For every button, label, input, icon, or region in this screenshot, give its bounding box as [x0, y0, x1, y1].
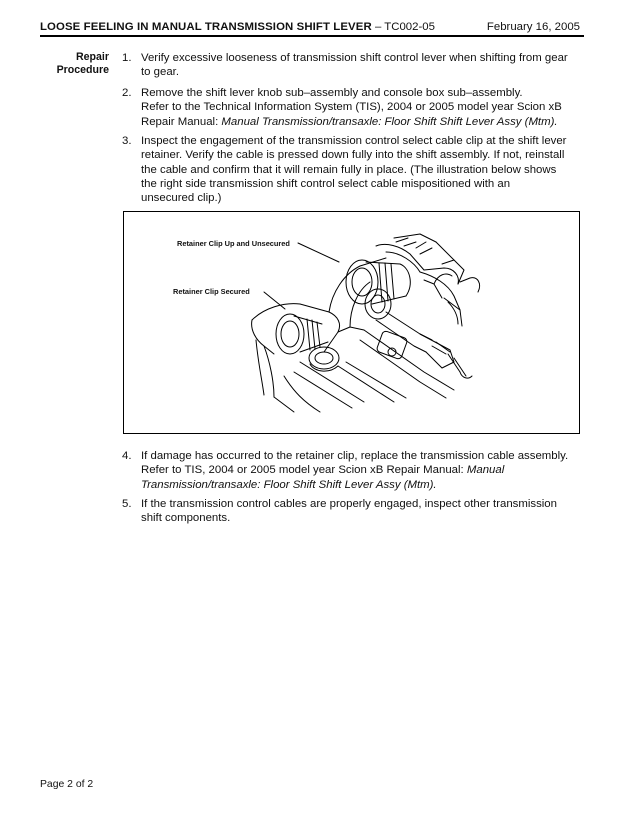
- step-4: [122, 449, 592, 492]
- section-label-line1: Repair: [76, 51, 109, 63]
- section-label-line2: Procedure: [56, 64, 109, 76]
- step-text: [141, 51, 592, 80]
- step-5: [122, 497, 592, 526]
- step-line: unsecured clip.): [141, 192, 222, 205]
- callout-clip-unsecured: Retainer Clip Up and Unsecured: [177, 239, 290, 248]
- step-line: Refer to the Technical Information System (TIS), 2004 or 2005 model year Scion xB: [141, 101, 562, 114]
- step-line: retainer. Verify the cable is pressed down fully into the shift assembly. If not, reinstall: [141, 149, 565, 162]
- step-1: [122, 51, 592, 80]
- step-text: [141, 86, 592, 129]
- step-text: [141, 449, 592, 492]
- document-id: TC002-05: [384, 21, 435, 33]
- callout-clip-secured: Retainer Clip Secured: [173, 287, 250, 296]
- step-number: 3.: [122, 135, 132, 147]
- section-label: [40, 51, 109, 77]
- step-number: 2.: [122, 87, 132, 99]
- manual-reference: Manual: [466, 464, 505, 477]
- document-title: LOOSE FEELING IN MANUAL TRANSMISSION SHIFT LEVER: [40, 21, 372, 33]
- step-line: [141, 115, 592, 129]
- header-rule: [40, 35, 584, 37]
- step-text: [141, 497, 592, 526]
- step-line: Inspect the engagement of the transmission control select cable clip at the shift lever: [141, 135, 567, 147]
- step-number: 4.: [122, 450, 132, 462]
- step-line: to gear.: [141, 66, 179, 79]
- manual-reference-prefix: Refer to TIS, 2004 or 2005 model year Scion xB Repair Manual:: [141, 464, 467, 477]
- step-number: 1.: [122, 52, 132, 64]
- document-date: February 16, 2005: [486, 21, 580, 33]
- step-3: [122, 134, 592, 205]
- step-line: If the transmission control cables are properly engaged, inspect other transmission: [141, 498, 557, 510]
- manual-reference-continued: Transmission/transaxle: Floor Shift Shift Lever Assy (Mtm).: [141, 478, 437, 491]
- step-2: [122, 86, 592, 129]
- manual-reference: Manual Transmission/transaxle: Floor Shift Shift Lever Assy (Mtm).: [221, 115, 558, 128]
- step-line: shift components.: [141, 512, 231, 525]
- manual-reference-prefix: Repair Manual:: [141, 115, 222, 128]
- step-line: the right side transmission shift control select cable mispositioned with an: [141, 177, 511, 190]
- step-line: If damage has occurred to the retainer clip, replace the transmission cable assembly.: [141, 450, 569, 462]
- step-number: 5.: [122, 498, 132, 510]
- page-number: Page 2 of 2: [40, 779, 94, 790]
- step-text: [141, 134, 592, 205]
- shift-assembly-illustration: [123, 211, 580, 434]
- step-line: the cable and confirm that it will remain fully in place. (The illustration below shows: [141, 163, 557, 176]
- title-separator: –: [374, 21, 382, 33]
- step-line: [141, 463, 592, 477]
- step-line: Remove the shift lever knob sub–assembly and console box sub–assembly.: [141, 87, 523, 99]
- step-line: Verify excessive looseness of transmission shift control lever when shifting from gear: [141, 52, 568, 64]
